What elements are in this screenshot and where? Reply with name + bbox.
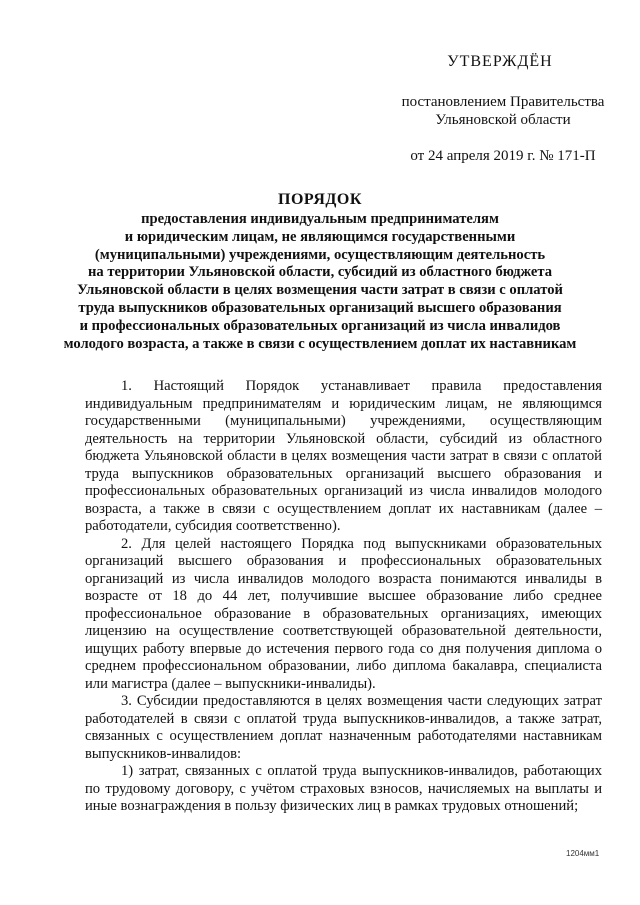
approval-line-2: Ульяновской области [435,112,571,128]
document-body [85,378,602,816]
approval-title: УТВЕРЖДЁН [447,53,553,70]
paragraph-2: 2. Для целей настоящего Порядка под выпускниками образовательных организаций высшего образования и профессиональных образовательных организаций из числа инвалидов молодого возраста понимаются инвалиды в возрасте от 18 до 44 лет, получившие высшее образование либо среднее профессиональное образование в образовательных организациях, имеющих лицензию на осуществление соответствующей образовательной деятельности, ищущих работу впервые до истечения первого года со дня получения диплома о среднем профессиональном образовании, либо диплома бакалавра, специалиста или магистра (далее – выпускники-инвалиды). [85,535,602,692]
subtitle-line: (муниципальными) учреждениями, осуществляющим деятельность [94,246,546,263]
document-subtitle [30,211,610,353]
approval-date: от 24 апреля 2019 г. № 171-П [410,148,596,164]
subtitle-line: молодого возраста, а также в связи с осуществлением доплат их наставникам [63,335,577,352]
subtitle-line: предоставления индивидуальным предпринимателям [141,211,499,227]
document-title: ПОРЯДОК [278,191,362,208]
subtitle-line: Ульяновской области в целях возмещения части затрат в связи с оплатой [77,282,563,299]
paragraph-1: 1. Настоящий Порядок устанавливает правила предоставления индивидуальным предпринимателям и юридическим лицам, не являющимся государственными (муниципальными) учреждениями, осуществляющим деятельность на территории Ульяновской области, субсидий из областного бюджета Ульяновской области в целях возмещения части затрат в связи с оплатой труда выпускников образовательных организаций высшего образования и профессиональных образовательных организаций из числа инвалидов молодого возраста, а также в связи с осуществлением доплат их наставникам (далее – работодатели, субсидия соответственно). [85,378,602,534]
paragraph-3: 3. Субсидии предоставляются в целях возмещения части следующих затрат работодателей в связи с оплатой труда выпускников-инвалидов, а также затрат, связанных с осуществлением доплат назначенным работодателями наставникам выпускников-инвалидов: [85,693,602,762]
approval-line-1: постановлением Правительства [401,94,605,110]
subtitle-line: и профессиональных образовательных организаций из числа инвалидов [79,317,561,334]
subtitle-line: на территории Ульяновской области, субсидий из областного бюджета [88,264,552,281]
subtitle-line: и юридическим лицам, не являющимся государственными [124,228,516,245]
subtitle-line: труда выпускников образовательных организаций высшего образования [78,299,562,316]
paragraph-3-item-1: 1) затрат, связанных с оплатой труда выпускников-инвалидов, работающих по трудовому договору, с учётом страховых взносов, начисляемых на выплаты и иные вознаграждения в пользу физических лиц в рамках трудовых отношений; [85,763,602,814]
footer-code: 1204мм1 [566,849,600,858]
